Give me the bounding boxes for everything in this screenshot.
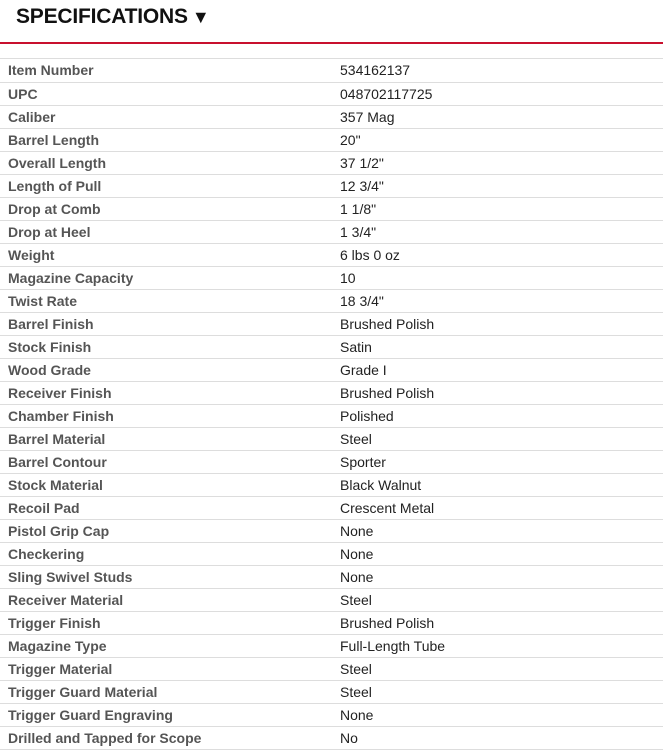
spec-label: Barrel Contour — [0, 450, 340, 473]
spec-label: Chamber Finish — [0, 404, 340, 427]
spec-row — [0, 427, 663, 450]
spec-value: None — [340, 703, 663, 726]
spec-row — [0, 266, 663, 289]
header-divider — [0, 47, 663, 59]
spec-value: Black Walnut — [340, 473, 663, 496]
spec-row — [0, 358, 663, 381]
spec-row — [0, 680, 663, 703]
spec-value: No — [340, 726, 663, 749]
spec-value: 534162137 — [340, 59, 663, 82]
spec-row — [0, 128, 663, 151]
spec-row — [0, 243, 663, 266]
specifications-table-body — [0, 59, 663, 749]
spec-label: Trigger Guard Engraving — [0, 703, 340, 726]
spec-label: Overall Length — [0, 151, 340, 174]
spec-label: Barrel Material — [0, 427, 340, 450]
spec-row — [0, 59, 663, 82]
spec-row — [0, 381, 663, 404]
spec-label: Pistol Grip Cap — [0, 519, 340, 542]
spec-label: Length of Pull — [0, 174, 340, 197]
spec-value: 1 3/4" — [340, 220, 663, 243]
spec-label: Stock Material — [0, 473, 340, 496]
spec-row — [0, 197, 663, 220]
spec-row — [0, 611, 663, 634]
spec-label: Magazine Type — [0, 634, 340, 657]
spec-value: None — [340, 565, 663, 588]
spec-value: Sporter — [340, 450, 663, 473]
spec-row — [0, 542, 663, 565]
spec-value: Brushed Polish — [340, 381, 663, 404]
spec-value: None — [340, 542, 663, 565]
spec-row — [0, 634, 663, 657]
spec-row — [0, 312, 663, 335]
caret-down-icon: ▼ — [191, 7, 210, 27]
spec-label: Caliber — [0, 105, 340, 128]
spec-value: Polished — [340, 404, 663, 427]
spec-label: Stock Finish — [0, 335, 340, 358]
spec-value: 10 — [340, 266, 663, 289]
spec-row — [0, 174, 663, 197]
spec-label: Wood Grade — [0, 358, 340, 381]
spec-label: Trigger Material — [0, 657, 340, 680]
spec-value: Steel — [340, 588, 663, 611]
spec-value: Brushed Polish — [340, 611, 663, 634]
spec-value: 37 1/2" — [340, 151, 663, 174]
spec-label: Trigger Guard Material — [0, 680, 340, 703]
spec-row — [0, 588, 663, 611]
spec-label: Barrel Finish — [0, 312, 340, 335]
spec-row — [0, 220, 663, 243]
spec-label: Receiver Finish — [0, 381, 340, 404]
specifications-title: SPECIFICATIONS — [16, 5, 188, 28]
spec-value: 048702117725 — [340, 82, 663, 105]
spec-label: Sling Swivel Studs — [0, 565, 340, 588]
spec-row — [0, 404, 663, 427]
specifications-header — [0, 0, 663, 44]
spec-row — [0, 289, 663, 312]
spec-value: Brushed Polish — [340, 312, 663, 335]
spec-value: 20" — [340, 128, 663, 151]
spec-value: 357 Mag — [340, 105, 663, 128]
spec-row — [0, 82, 663, 105]
spec-value: Steel — [340, 657, 663, 680]
spec-label: UPC — [0, 82, 340, 105]
spec-row — [0, 657, 663, 680]
spec-value: 1 1/8" — [340, 197, 663, 220]
spec-label: Item Number — [0, 59, 340, 82]
spec-value: Full-Length Tube — [340, 634, 663, 657]
spec-row — [0, 450, 663, 473]
spec-value: Steel — [340, 680, 663, 703]
spec-value: Crescent Metal — [340, 496, 663, 519]
spec-value: 6 lbs 0 oz — [340, 243, 663, 266]
spec-value: None — [340, 519, 663, 542]
spec-row — [0, 703, 663, 726]
spec-row — [0, 496, 663, 519]
spec-label: Magazine Capacity — [0, 266, 340, 289]
spec-value: 18 3/4" — [340, 289, 663, 312]
spec-row — [0, 335, 663, 358]
spec-label: Checkering — [0, 542, 340, 565]
specifications-toggle[interactable] — [16, 5, 209, 29]
spec-label: Drop at Heel — [0, 220, 340, 243]
spec-row — [0, 565, 663, 588]
spec-value: 12 3/4" — [340, 174, 663, 197]
spec-value: Grade I — [340, 358, 663, 381]
spec-label: Drilled and Tapped for Scope — [0, 726, 340, 749]
specifications-table — [0, 59, 663, 750]
spec-label: Receiver Material — [0, 588, 340, 611]
spec-row — [0, 105, 663, 128]
spec-label: Weight — [0, 243, 340, 266]
spec-label: Trigger Finish — [0, 611, 340, 634]
spec-row — [0, 151, 663, 174]
spec-label: Drop at Comb — [0, 197, 340, 220]
spec-value: Steel — [340, 427, 663, 450]
spec-row — [0, 473, 663, 496]
spec-label: Barrel Length — [0, 128, 340, 151]
spec-label: Twist Rate — [0, 289, 340, 312]
spec-row — [0, 519, 663, 542]
spec-label: Recoil Pad — [0, 496, 340, 519]
spec-value: Satin — [340, 335, 663, 358]
